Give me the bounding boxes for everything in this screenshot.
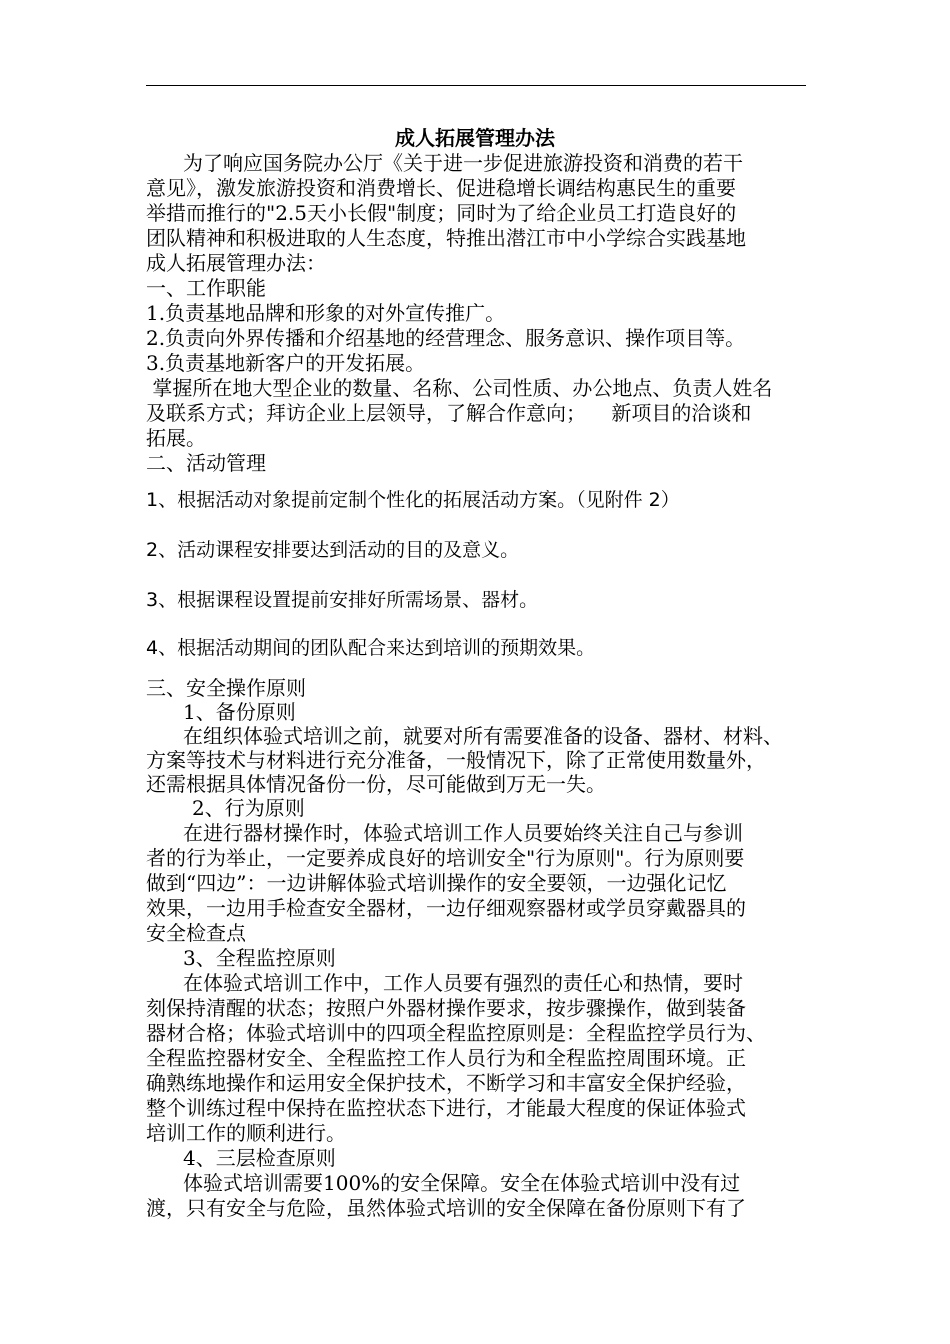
section-heading: 二、活动管理 <box>146 451 266 475</box>
text-line: 2.负责向外界传播和介绍基地的经营理念、服务意识、操作项目等。 <box>146 326 746 350</box>
activity-item: 3、根据课程设置提前安排好所需场景、器材。 <box>146 589 539 611</box>
text-line: 器材合格；体验式培训中的四项全程监控原则是：全程监控学员行为、 <box>146 1021 766 1045</box>
subsection-heading: 3、全程监控原则 <box>183 946 336 970</box>
text-line: 掌握所在地大型企业的数量、名称、公司性质、办公地点、负责人姓名 <box>146 376 773 400</box>
text-line: 渡，只有安全与危险，虽然体验式培训的安全保障在备份原则下有了 <box>146 1196 746 1220</box>
text-line: 意见》，激发旅游投资和消费增长、促进稳增长调结构惠民生的重要 <box>146 176 736 200</box>
text-line: 成人拓展管理办法： <box>146 251 326 275</box>
text-line: 者的行为举止，一定要养成良好的培训安全"行为原则"。行为原则要 <box>146 846 745 870</box>
text-line: 体验式培训需要100%的安全保障。安全在体验式培训中没有过 <box>183 1171 741 1195</box>
document-title: 成人拓展管理办法 <box>395 126 555 150</box>
text-line: 全程监控器材安全、全程监控工作人员行为和全程监控周围环境。正 <box>146 1046 746 1070</box>
text-line: 培训工作的顺利进行。 <box>146 1121 346 1145</box>
text-line: 做到“四边”：一边讲解体验式培训操作的安全要领，一边强化记忆 <box>146 871 727 895</box>
text-line: 安全检查点 <box>146 921 246 945</box>
text-line: 方案等技术与材料进行充分准备，一般情况下，除了正常使用数量外， <box>146 748 766 772</box>
section-heading: 一、工作职能 <box>146 276 266 300</box>
activity-item: 4、根据活动期间的团队配合来达到培训的预期效果。 <box>146 637 596 659</box>
subsection-heading: 1、备份原则 <box>183 700 296 724</box>
text-line: 在组织体验式培训之前，就要对所有需要准备的设备、器材、材料、 <box>183 724 783 748</box>
activity-item: 2、活动课程安排要达到活动的目的及意义。 <box>146 539 520 561</box>
text-line: 拓展。 <box>146 426 206 450</box>
text-line: 3.负责基地新客户的开发拓展。 <box>146 351 426 375</box>
section-heading: 三、安全操作原则 <box>146 676 306 700</box>
activity-item: 1、根据活动对象提前定制个性化的拓展活动方案。（见附件 2） <box>146 489 680 511</box>
subsection-heading: 2、行为原则 <box>192 796 305 820</box>
text-line: 确熟练地操作和运用安全保护技术，不断学习和丰富安全保护经验， <box>146 1071 746 1095</box>
text-line: 在进行器材操作时，体验式培训工作人员要始终关注自己与参训 <box>183 821 743 845</box>
text-line: 及联系方式；拜访企业上层领导，了解合作意向； 新项目的洽谈和 <box>146 401 752 425</box>
text-line: 刻保持清醒的状态；按照户外器材操作要求，按步骤操作，做到装备 <box>146 996 746 1020</box>
text-line: 举措而推行的"2.5天小长假"制度；同时为了给企业员工打造良好的 <box>146 201 737 225</box>
text-line: 在体验式培训工作中，工作人员要有强烈的责任心和热情，要时 <box>183 971 743 995</box>
header-rule <box>146 85 806 86</box>
text-line: 团队精神和积极进取的人生态度，特推出潜江市中小学综合实践基地 <box>146 226 746 250</box>
text-line: 效果，一边用手检查安全器材，一边仔细观察器材或学员穿戴器具的 <box>146 896 746 920</box>
subsection-heading: 4、三层检查原则 <box>183 1146 336 1170</box>
text-line: 1.负责基地品牌和形象的对外宣传推广。 <box>146 301 506 325</box>
text-line: 为了响应国务院办公厅《关于进一步促进旅游投资和消费的若干 <box>183 151 743 175</box>
text-line: 整个训练过程中保持在监控状态下进行，才能最大程度的保证体验式 <box>146 1096 746 1120</box>
text-line: 还需根据具体情况备份一份，尽可能做到万无一失。 <box>146 772 606 796</box>
